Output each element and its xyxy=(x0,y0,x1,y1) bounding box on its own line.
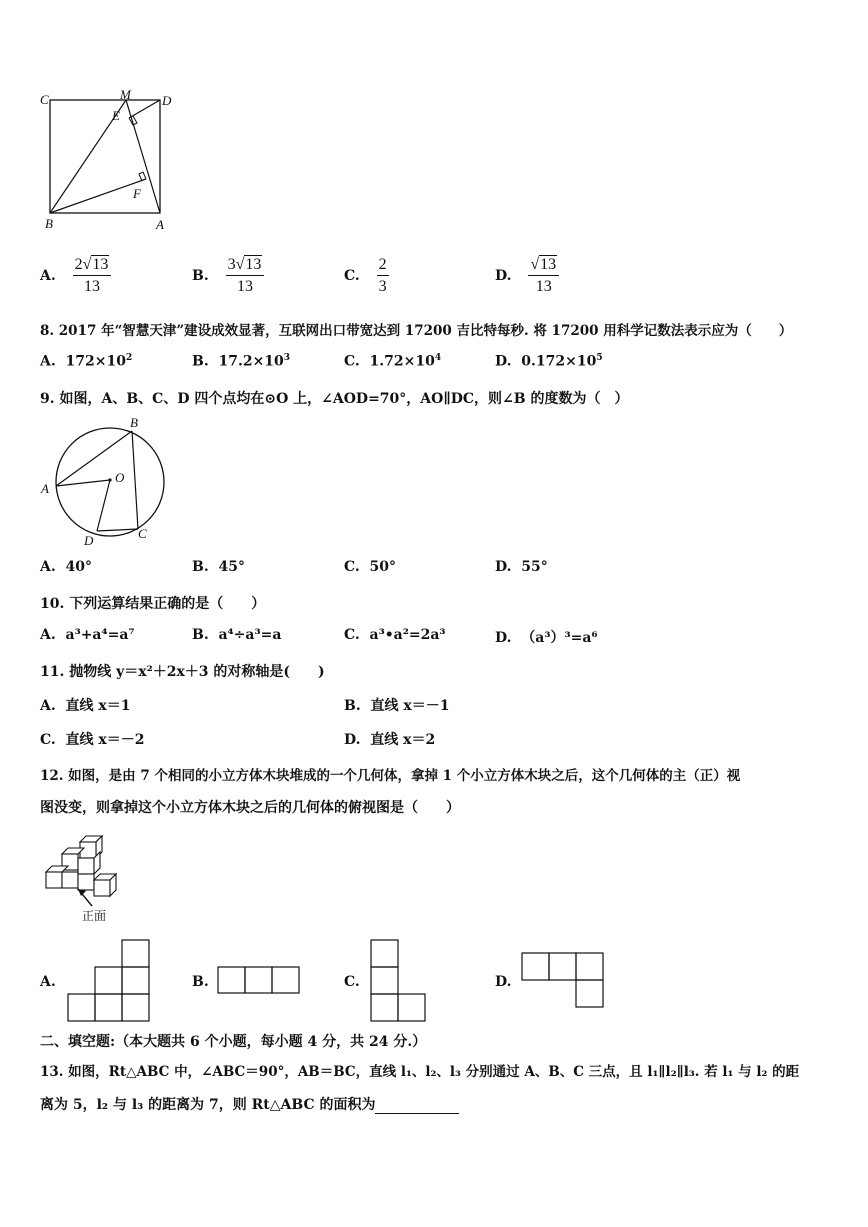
q7-square-figure xyxy=(36,88,186,238)
q9-circle-figure xyxy=(36,412,176,552)
fraction: $\frac{√13}{13}$ xyxy=(528,256,559,296)
q11-text: 11. 抛物线 y＝x²＋2x＋3 的对称轴是( ) xyxy=(40,664,325,680)
option-letter: B. xyxy=(192,268,209,284)
q11-option-d[interactable]: D. 直线 x＝2 xyxy=(344,732,436,748)
q7-label-d: D xyxy=(162,93,172,108)
q12-option-a-letter[interactable]: A. xyxy=(40,974,56,990)
option-letter: D. xyxy=(495,268,512,284)
q9-option-d[interactable]: D. 55° xyxy=(495,559,548,575)
q10-option-d[interactable]: D. （a³）³=a⁶ xyxy=(495,630,598,646)
q7-option-b[interactable] xyxy=(192,256,264,296)
q7-option-c[interactable] xyxy=(344,256,389,296)
q8-text: 8. 2017 年“智慧天津”建设成效显著，互联网出口带宽达到 17200 吉比特每秒. 将 17200 用科学记数法表示应为（ ） xyxy=(40,323,793,339)
q7-option-d[interactable] xyxy=(495,256,559,296)
q13-text-line2 xyxy=(40,1094,459,1114)
q7-label-c: C xyxy=(40,92,49,107)
q12-cube-stack-figure xyxy=(40,830,130,925)
option-letter: C. xyxy=(344,268,360,284)
q8-option-a[interactable]: A. $172\times 10^2$ xyxy=(40,353,133,370)
q7-label-a: A xyxy=(156,217,164,232)
q13-text-line1: 13. 如图，Rt△ABC 中，∠ABC＝90°，AB＝BC，直线 l₁、l₂、l₃ 分别通过 A、B、C 三点，且 l₁∥l₂∥l₃. 若 l₁ 与 l₂ 的距 xyxy=(40,1064,800,1080)
section-2-title: 二、填空题:（本大题共 6 个小题，每小题 4 分，共 24 分.） xyxy=(40,1034,427,1050)
q7-label-b: B xyxy=(45,216,53,231)
q9-option-a[interactable]: A. 40° xyxy=(40,559,92,575)
q11-option-b[interactable]: B. 直线 x＝－1 xyxy=(344,698,450,714)
q7-label-f: F xyxy=(133,186,141,201)
q12-option-d-letter[interactable]: D. xyxy=(495,974,512,990)
fraction: $\frac{2}{3}$ xyxy=(378,256,387,295)
q7-label-e: E xyxy=(112,108,120,123)
q12-text-line1: 12. 如图，是由 7 个相同的小立方体木块堆成的一个几何体，拿掉 1 个小立方体木块之后，这个几何体的主（正）视 xyxy=(40,768,741,784)
q9-label-o: O xyxy=(115,470,125,485)
q10-text: 10. 下列运算结果正确的是（ ） xyxy=(40,596,266,612)
q9-label-c: C xyxy=(138,526,147,541)
q12-option-d-grid[interactable] xyxy=(520,951,608,1009)
q8-option-d[interactable]: D. $0.172\times 10^5$ xyxy=(495,353,603,370)
q12-option-a-grid[interactable] xyxy=(66,938,154,1022)
q7-label-m: M xyxy=(120,88,131,102)
q12-text-line2: 图没变，则拿掉这个小立方体木块之后的几何体的俯视图是（ ） xyxy=(40,800,460,816)
option-letter: A. xyxy=(40,268,56,284)
q13-text-line2-content: 离为 5，l₂ 与 l₃ 的距离为 7，则 Rt△ABC 的面积为 xyxy=(40,1097,376,1113)
q9-option-b[interactable]: B. 45° xyxy=(192,559,245,575)
fraction: $\frac{2√13}{13}$ xyxy=(73,256,112,296)
answer-blank[interactable] xyxy=(375,1099,459,1114)
q11-option-a[interactable]: A. 直线 x＝1 xyxy=(40,698,131,714)
q9-label-b: B xyxy=(130,415,138,430)
q9-label-a: A xyxy=(41,481,49,496)
q7-option-a[interactable] xyxy=(40,256,111,296)
q12-option-b-grid[interactable] xyxy=(216,965,302,995)
q12-front-label: 正面 xyxy=(82,909,107,923)
fraction: $\frac{3√13}{13}$ xyxy=(226,256,265,296)
q12-option-c-grid[interactable] xyxy=(369,938,429,1022)
q9-text: 9. 如图，A、B、C、D 四个点均在⊙O 上，∠AOD=70°，AO∥DC，则∠B 的度数为（ ） xyxy=(40,391,629,407)
q10-option-a[interactable]: A. a³+a⁴=a⁷ xyxy=(40,627,135,643)
q11-option-c[interactable]: C. 直线 x＝－2 xyxy=(40,732,145,748)
q10-option-c[interactable]: C. a³•a²=2a³ xyxy=(344,627,446,643)
q9-option-c[interactable]: C. 50° xyxy=(344,559,397,575)
q12-option-b-letter[interactable]: B. xyxy=(192,974,209,990)
q10-option-b[interactable]: B. a⁴÷a³=a xyxy=(192,627,282,643)
q9-label-d: D xyxy=(84,533,94,548)
q12-option-c-letter[interactable]: C. xyxy=(344,974,360,990)
q8-option-b[interactable]: B. $17.2\times 10^3$ xyxy=(192,353,291,370)
q8-option-c[interactable]: C. $1.72\times 10^4$ xyxy=(344,353,442,370)
